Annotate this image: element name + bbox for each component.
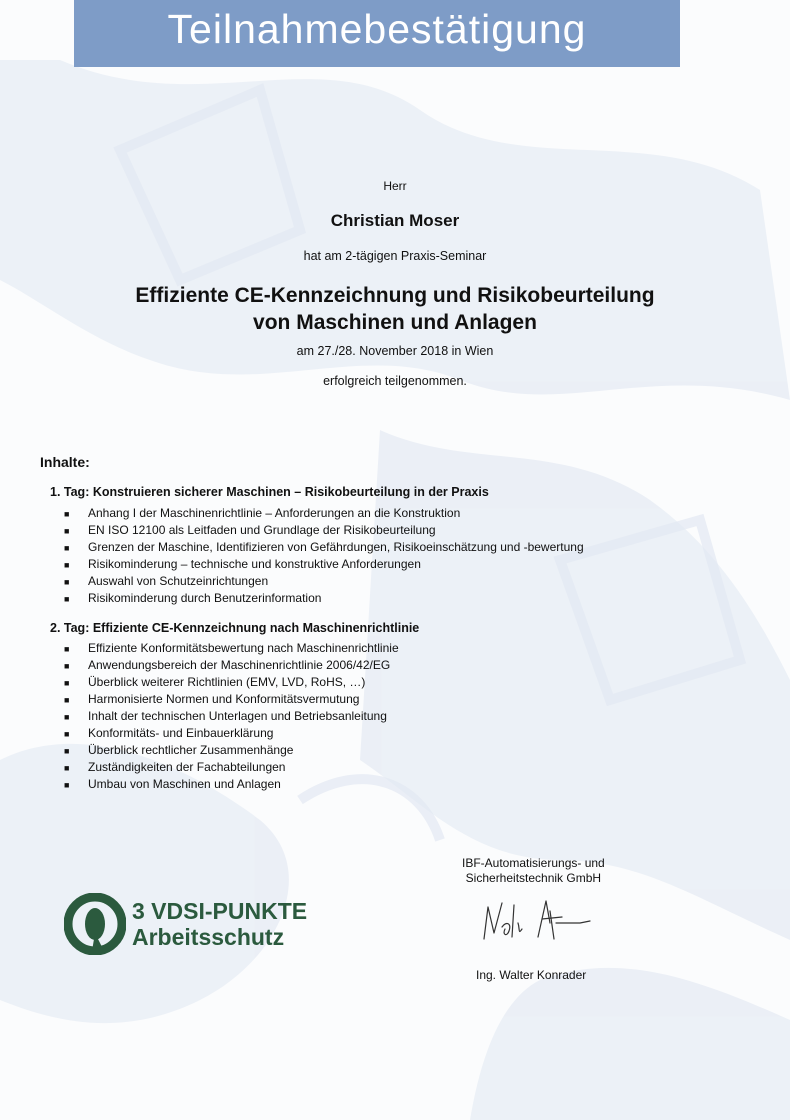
day-2-topic-list — [64, 640, 399, 793]
issuer-company-line-1: IBF-Automatisierungs- und — [462, 856, 605, 870]
bullet-icon: ■ — [64, 509, 70, 519]
bullet-icon: ■ — [64, 543, 70, 553]
list-item: ■ Effiziente Konformitätsbewertung nach Maschinenrichtlinie — [64, 640, 399, 657]
title-banner — [74, 0, 680, 67]
vdsi-category: Arbeitsschutz — [132, 924, 285, 950]
vdsi-q-logo-icon — [64, 893, 126, 955]
list-item: ■ Umbau von Maschinen und Anlagen — [64, 776, 399, 793]
certificate-title: Teilnahmebestätigung — [167, 6, 587, 52]
seminar-date: am 27./28. November 2018 in Wien — [296, 344, 494, 358]
list-item: ■ Inhalt der technischen Unterlagen und Betriebsanleitung — [64, 708, 399, 725]
completion-statement: erfolgreich teilgenommen. — [323, 374, 467, 388]
handwritten-signature — [476, 893, 596, 953]
issuer-company-line-2: Sicherheitstechnik GmbH — [465, 871, 602, 885]
bullet-icon: ■ — [64, 780, 70, 790]
list-item: ■ Grenzen der Maschine, Identifizieren von Gefährdungen, Risikoeinschätzung und -bewertung — [64, 539, 584, 556]
list-item: ■ Überblick weiterer Richtlinien (EMV, LVD, RoHS, …) — [64, 674, 399, 691]
list-item: ■ Anwendungsbereich der Maschinenrichtlinie 2006/42/EG — [64, 657, 399, 674]
bullet-icon: ■ — [64, 560, 70, 570]
bullet-icon: ■ — [64, 661, 70, 671]
bullet-icon: ■ — [64, 729, 70, 739]
list-item: ■ Risikominderung – technische und konstruktive Anforderungen — [64, 556, 584, 573]
course-title-line-2: von Maschinen und Anlagen — [253, 311, 537, 334]
bullet-icon: ■ — [64, 712, 70, 722]
recipient-name: Christian Moser — [330, 211, 460, 230]
contents-heading: Inhalte: — [40, 454, 90, 470]
list-item: ■ Anhang I der Maschinenrichtlinie – Anforderungen an die Konstruktion — [64, 505, 584, 522]
bullet-icon: ■ — [64, 763, 70, 773]
bullet-icon: ■ — [64, 695, 70, 705]
vdsi-points: 3 VDSI-PUNKTE — [132, 898, 308, 924]
issuer-company — [462, 856, 605, 886]
bullet-icon: ■ — [64, 526, 70, 536]
day-2-heading: 2. Tag: Effiziente CE-Kennzeichnung nach Maschinenrichtlinie — [50, 621, 420, 635]
list-item: ■ Risikominderung durch Benutzerinformation — [64, 590, 584, 607]
day-1-topic-list — [64, 505, 584, 607]
bullet-icon: ■ — [64, 678, 70, 688]
bullet-icon: ■ — [64, 746, 70, 756]
list-item: ■ Zuständigkeiten der Fachabteilungen — [64, 759, 399, 776]
course-title-line-1: Effiziente CE-Kennzeichnung und Risikobeurteilung — [135, 284, 655, 307]
day-1-heading: 1. Tag: Konstruieren sicherer Maschinen – Risikobeurteilung in der Praxis — [50, 485, 489, 499]
list-item: ■ Auswahl von Schutzeinrichtungen — [64, 573, 584, 590]
vdsi-points-label — [132, 898, 307, 950]
course-title — [0, 282, 790, 336]
list-item: ■ Überblick rechtlicher Zusammenhänge — [64, 742, 399, 759]
bullet-icon: ■ — [64, 644, 70, 654]
list-item: ■ Konformitäts- und Einbauerklärung — [64, 725, 399, 742]
bullet-icon: ■ — [64, 577, 70, 587]
signatory-name: Ing. Walter Konrader — [476, 968, 587, 982]
list-item: ■ EN ISO 12100 als Leitfaden und Grundlage der Risikobeurteilung — [64, 522, 584, 539]
seminar-intro: hat am 2-tägigen Praxis-Seminar — [303, 249, 487, 263]
bullet-icon: ■ — [64, 594, 70, 604]
list-item: ■ Harmonisierte Normen und Konformitätsvermutung — [64, 691, 399, 708]
recipient-salutation: Herr — [383, 179, 407, 193]
